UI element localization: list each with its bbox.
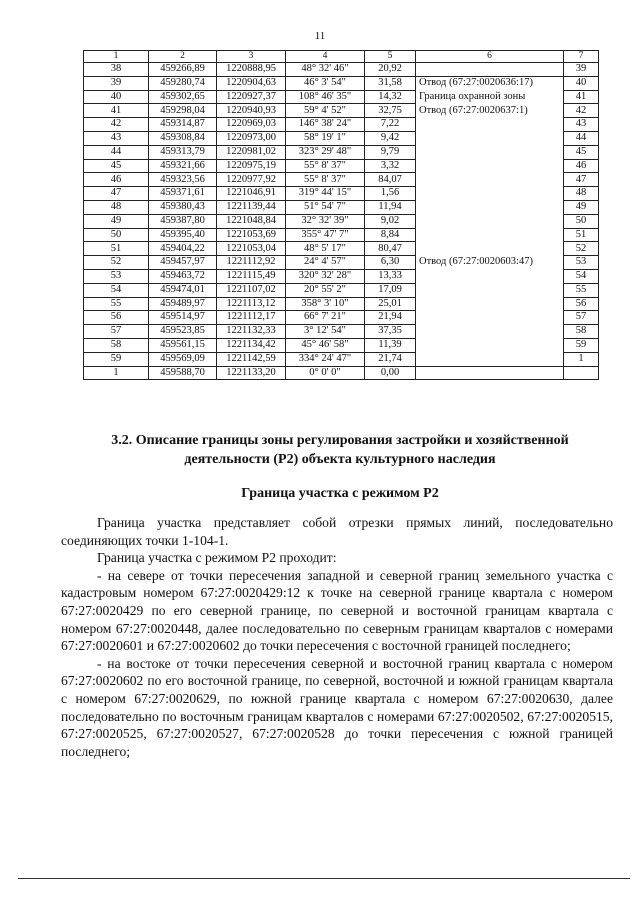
section-title: 3.2. Описание границы зоны регулирования застройки и хозяйственной деятельности (Р2) объекта культурного наследия xyxy=(111,433,569,467)
direction-angle: 48° 5' 17" xyxy=(286,242,365,256)
point-number: 42 xyxy=(84,118,149,132)
boundary-note xyxy=(416,118,564,132)
point-number: 41 xyxy=(84,104,149,118)
x-coordinate: 459561,15 xyxy=(149,338,217,352)
point-number: 40 xyxy=(84,90,149,104)
table-row xyxy=(84,145,599,159)
boundary-note xyxy=(416,63,564,77)
point-number: 52 xyxy=(84,256,149,270)
column-header: 5 xyxy=(365,51,416,63)
point-number: 44 xyxy=(84,145,149,159)
direction-angle: 66° 7' 21" xyxy=(286,311,365,325)
x-coordinate: 459314,87 xyxy=(149,118,217,132)
point-number: 48 xyxy=(84,200,149,214)
x-coordinate: 459523,85 xyxy=(149,325,217,339)
table-header-row xyxy=(84,51,599,63)
direction-angle: 59° 4' 52" xyxy=(286,104,365,118)
direction-angle: 146° 38' 24" xyxy=(286,118,365,132)
boundary-note: Отвод (67:27:0020603:47) xyxy=(416,256,564,270)
direction-angle: 108° 46' 35" xyxy=(286,90,365,104)
paragraph: Граница участка с режимом Р2 проходит: xyxy=(97,550,337,566)
point-number: 54 xyxy=(84,283,149,297)
x-coordinate: 459371,61 xyxy=(149,187,217,201)
y-coordinate: 1220969,03 xyxy=(217,118,286,132)
table-row xyxy=(84,187,599,201)
next-point: 53 xyxy=(564,256,599,270)
y-coordinate: 1220977,92 xyxy=(217,173,286,187)
x-coordinate: 459588,70 xyxy=(149,366,217,380)
distance: 20,92 xyxy=(365,63,416,77)
boundary-note xyxy=(416,145,564,159)
table-row xyxy=(84,366,599,380)
distance: 1,56 xyxy=(365,187,416,201)
table-row xyxy=(84,118,599,132)
table-row xyxy=(84,297,599,311)
direction-angle: 3° 12' 54" xyxy=(286,325,365,339)
next-point: 55 xyxy=(564,283,599,297)
table-row xyxy=(84,76,599,90)
paragraph: - на севере от точки пересечения западной и северной границ земельного участка с кадастровым номером 67:27:0020429:12 к точке на северной границе квартала с номером 67:27:0020429 по его северной границе, по северной и восточной границам квартала с номером 67:27:0020448, далее последовательно по северным границам кварталов с номерами 67:27:0020601 и 67:27:0020602 до точки пересечения с восточной границей последнего; xyxy=(61,567,613,654)
y-coordinate: 1220927,37 xyxy=(217,90,286,104)
next-point: 52 xyxy=(564,242,599,256)
point-number: 38 xyxy=(84,63,149,77)
x-coordinate: 459298,04 xyxy=(149,104,217,118)
boundary-note xyxy=(416,131,564,145)
next-point xyxy=(564,366,599,380)
x-coordinate: 459474,01 xyxy=(149,283,217,297)
next-point: 46 xyxy=(564,159,599,173)
direction-angle: 323° 29' 48" xyxy=(286,145,365,159)
y-coordinate: 1221053,69 xyxy=(217,228,286,242)
distance: 13,33 xyxy=(365,269,416,283)
x-coordinate: 459569,09 xyxy=(149,352,217,366)
direction-angle: 319° 44' 15" xyxy=(286,187,365,201)
boundary-note xyxy=(416,242,564,256)
direction-angle: 355° 47' 7" xyxy=(286,228,365,242)
direction-angle: 55° 8' 37" xyxy=(286,159,365,173)
coordinates-table xyxy=(83,50,599,380)
y-coordinate: 1220940,93 xyxy=(217,104,286,118)
y-coordinate: 1221113,12 xyxy=(217,297,286,311)
next-point: 42 xyxy=(564,104,599,118)
y-coordinate: 1221139,44 xyxy=(217,200,286,214)
y-coordinate: 1221112,17 xyxy=(217,311,286,325)
column-header: 1 xyxy=(84,51,149,63)
table-row xyxy=(84,131,599,145)
boundary-note xyxy=(416,283,564,297)
y-coordinate: 1221053,04 xyxy=(217,242,286,256)
next-point: 50 xyxy=(564,214,599,228)
x-coordinate: 459457,97 xyxy=(149,256,217,270)
point-number: 58 xyxy=(84,338,149,352)
x-coordinate: 459395,40 xyxy=(149,228,217,242)
boundary-note xyxy=(416,214,564,228)
table-row xyxy=(84,214,599,228)
distance: 25,01 xyxy=(365,297,416,311)
table-row xyxy=(84,325,599,339)
column-header: 2 xyxy=(149,51,217,63)
boundary-note xyxy=(416,338,564,352)
subsection-title: Граница участка с режимом Р2 xyxy=(241,486,439,501)
point-number: 57 xyxy=(84,325,149,339)
distance: 11,39 xyxy=(365,338,416,352)
table-row xyxy=(84,200,599,214)
distance: 9,42 xyxy=(365,131,416,145)
direction-angle: 24° 4' 57" xyxy=(286,256,365,270)
x-coordinate: 459308,84 xyxy=(149,131,217,145)
body-text xyxy=(61,514,613,760)
boundary-note xyxy=(416,297,564,311)
point-number: 49 xyxy=(84,214,149,228)
distance: 6,30 xyxy=(365,256,416,270)
y-coordinate: 1221048,84 xyxy=(217,214,286,228)
next-point: 56 xyxy=(564,297,599,311)
point-number: 1 xyxy=(84,366,149,380)
direction-angle: 51° 54' 7" xyxy=(286,200,365,214)
y-coordinate: 1221115,49 xyxy=(217,269,286,283)
x-coordinate: 459313,79 xyxy=(149,145,217,159)
distance: 21,94 xyxy=(365,311,416,325)
x-coordinate: 459266,89 xyxy=(149,63,217,77)
direction-angle: 0° 0' 0" xyxy=(286,366,365,380)
direction-angle: 32° 32' 39" xyxy=(286,214,365,228)
table-row xyxy=(84,269,599,283)
x-coordinate: 459380,43 xyxy=(149,200,217,214)
distance: 80,47 xyxy=(365,242,416,256)
table-row xyxy=(84,173,599,187)
table-row xyxy=(84,104,599,118)
distance: 32,75 xyxy=(365,104,416,118)
point-number: 47 xyxy=(84,187,149,201)
boundary-note xyxy=(416,366,564,380)
x-coordinate: 459321,66 xyxy=(149,159,217,173)
point-number: 56 xyxy=(84,311,149,325)
next-point: 45 xyxy=(564,145,599,159)
paragraph: Граница участка представляет собой отрезки прямых линий, последовательно соединяющих точки 1-104-1. xyxy=(61,515,613,548)
point-number: 51 xyxy=(84,242,149,256)
x-coordinate: 459489,97 xyxy=(149,297,217,311)
next-point: 41 xyxy=(564,90,599,104)
y-coordinate: 1221132,33 xyxy=(217,325,286,339)
distance: 84,07 xyxy=(365,173,416,187)
y-coordinate: 1221046,91 xyxy=(217,187,286,201)
boundary-note: Отвод (67:27:0020636:17) xyxy=(416,76,564,90)
point-number: 43 xyxy=(84,131,149,145)
next-point: 40 xyxy=(564,76,599,90)
boundary-note xyxy=(416,187,564,201)
x-coordinate: 459302,65 xyxy=(149,90,217,104)
point-number: 39 xyxy=(84,76,149,90)
x-coordinate: 459463,72 xyxy=(149,269,217,283)
next-point: 58 xyxy=(564,325,599,339)
boundary-note xyxy=(416,228,564,242)
direction-angle: 45° 46' 58" xyxy=(286,338,365,352)
y-coordinate: 1221134,42 xyxy=(217,338,286,352)
next-point: 48 xyxy=(564,187,599,201)
direction-angle: 320° 32' 28" xyxy=(286,269,365,283)
point-number: 55 xyxy=(84,297,149,311)
distance: 8,84 xyxy=(365,228,416,242)
y-coordinate: 1220981,02 xyxy=(217,145,286,159)
direction-angle: 48° 32' 46" xyxy=(286,63,365,77)
page-number: 11 xyxy=(314,30,326,42)
next-point: 44 xyxy=(564,131,599,145)
bottom-rule xyxy=(18,878,630,879)
next-point: 1 xyxy=(564,352,599,366)
point-number: 53 xyxy=(84,269,149,283)
y-coordinate: 1221133,20 xyxy=(217,366,286,380)
next-point: 49 xyxy=(564,200,599,214)
column-header: 7 xyxy=(564,51,599,63)
boundary-note: Граница охранной зоны xyxy=(416,90,564,104)
distance: 17,09 xyxy=(365,283,416,297)
table-row xyxy=(84,311,599,325)
y-coordinate: 1220904,63 xyxy=(217,76,286,90)
point-number: 46 xyxy=(84,173,149,187)
distance: 14,32 xyxy=(365,90,416,104)
next-point: 51 xyxy=(564,228,599,242)
x-coordinate: 459514,97 xyxy=(149,311,217,325)
next-point: 54 xyxy=(564,269,599,283)
y-coordinate: 1220973,00 xyxy=(217,131,286,145)
table-row xyxy=(84,63,599,77)
distance: 31,58 xyxy=(365,76,416,90)
direction-angle: 55° 8' 37" xyxy=(286,173,365,187)
table-row xyxy=(84,283,599,297)
distance: 9,02 xyxy=(365,214,416,228)
boundary-note xyxy=(416,200,564,214)
point-number: 45 xyxy=(84,159,149,173)
distance: 0,00 xyxy=(365,366,416,380)
table-row xyxy=(84,352,599,366)
column-header: 3 xyxy=(217,51,286,63)
distance: 3,32 xyxy=(365,159,416,173)
direction-angle: 334° 24' 47" xyxy=(286,352,365,366)
boundary-note xyxy=(416,352,564,366)
table-row xyxy=(84,338,599,352)
x-coordinate: 459387,80 xyxy=(149,214,217,228)
column-header: 4 xyxy=(286,51,365,63)
table-row xyxy=(84,90,599,104)
direction-angle: 358° 3' 10" xyxy=(286,297,365,311)
table-row xyxy=(84,256,599,270)
table-row xyxy=(84,228,599,242)
distance: 37,35 xyxy=(365,325,416,339)
boundary-note xyxy=(416,173,564,187)
y-coordinate: 1220888,95 xyxy=(217,63,286,77)
next-point: 57 xyxy=(564,311,599,325)
direction-angle: 58° 19' 1" xyxy=(286,131,365,145)
next-point: 59 xyxy=(564,338,599,352)
column-header: 6 xyxy=(416,51,564,63)
distance: 11,94 xyxy=(365,200,416,214)
table-row xyxy=(84,159,599,173)
paragraph: - на востоке от точки пересечения северной и восточной границ квартала с номером 67:27:0020602 по его восточной границе, по северной, восточной и южной границам квартала с номером 67:27:0020629, по южной границе квартала с номером 67:27:0020630, далее последовательно по восточным границам кварталов с номерами 67:27:0020502, 67:27:0020515, 67:27:0020525, 67:27:0020527, 67:27:0020528 до точки пересечения с южной границей последнего; xyxy=(61,655,613,759)
distance: 9,79 xyxy=(365,145,416,159)
boundary-note xyxy=(416,311,564,325)
x-coordinate: 459280,74 xyxy=(149,76,217,90)
y-coordinate: 1220975,19 xyxy=(217,159,286,173)
table-row xyxy=(84,242,599,256)
next-point: 47 xyxy=(564,173,599,187)
next-point: 43 xyxy=(564,118,599,132)
boundary-note xyxy=(416,325,564,339)
direction-angle: 20° 55' 2" xyxy=(286,283,365,297)
direction-angle: 46° 3' 54" xyxy=(286,76,365,90)
boundary-note xyxy=(416,159,564,173)
y-coordinate: 1221107,02 xyxy=(217,283,286,297)
point-number: 59 xyxy=(84,352,149,366)
boundary-note: Отвод (67:27:0020637:1) xyxy=(416,104,564,118)
boundary-note xyxy=(416,269,564,283)
point-number: 50 xyxy=(84,228,149,242)
next-point: 39 xyxy=(564,63,599,77)
y-coordinate: 1221112,92 xyxy=(217,256,286,270)
x-coordinate: 459404,22 xyxy=(149,242,217,256)
y-coordinate: 1221142,59 xyxy=(217,352,286,366)
distance: 7,22 xyxy=(365,118,416,132)
x-coordinate: 459323,56 xyxy=(149,173,217,187)
distance: 21,74 xyxy=(365,352,416,366)
